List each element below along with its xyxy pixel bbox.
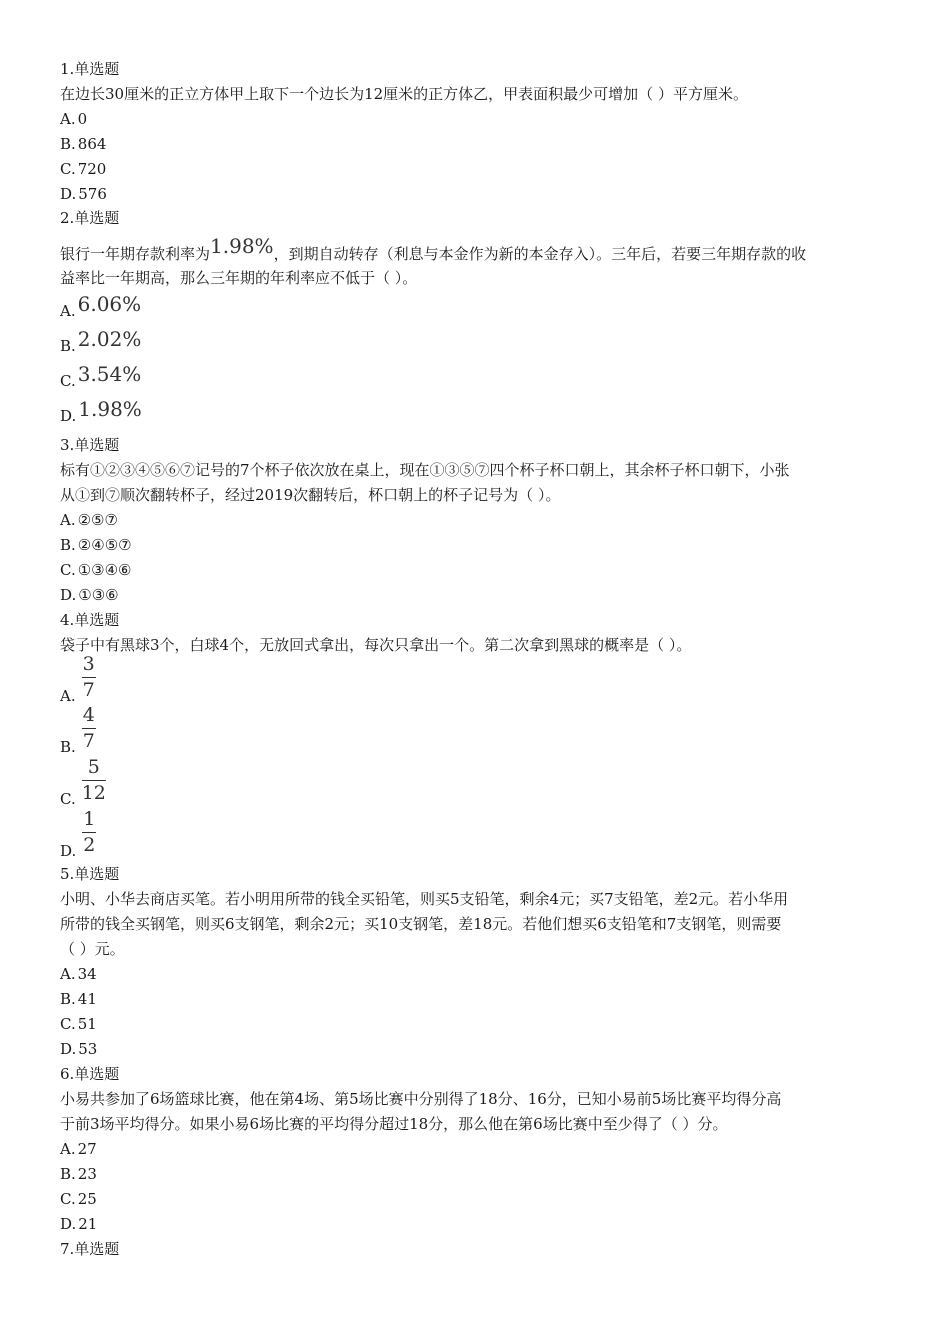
question-7-header: 7.单选题 [60, 1240, 120, 1258]
question-4-header: 4.单选题 [60, 611, 120, 629]
option-text: 27 [77, 1140, 97, 1158]
question-5-stem-line-2: 所带的钱全买钢笔，则买6支钢笔，剩余2元；买10支钢笔，差18元。若他们想买6支铅笔和7支钢笔，则需要 [60, 915, 782, 933]
option-text: 21 [78, 1215, 98, 1233]
fraction-formula [82, 705, 96, 751]
question-6-option-d[interactable] [60, 1214, 97, 1234]
option-text: 23 [77, 1165, 97, 1183]
option-label: D. [60, 407, 77, 425]
question-2-stem-line-1 [60, 234, 807, 264]
fraction-denominator: 12 [81, 782, 106, 804]
option-label: C. [60, 790, 76, 808]
option-label: C. [60, 1015, 76, 1033]
option-label: C. [60, 160, 76, 178]
question-1-option-b[interactable] [60, 134, 106, 154]
option-text: ①③⑥ [78, 586, 119, 604]
question-5-option-d[interactable] [60, 1039, 97, 1059]
question-4-option-a[interactable] [60, 653, 96, 706]
option-text: 41 [77, 990, 97, 1008]
option-text: 720 [77, 160, 107, 178]
question-6-stem-line-2: 于前3场平均得分。如果小易6场比赛的平均得分超过18分，那么他在第6场比赛中至少得了（ ）分。 [60, 1115, 728, 1133]
question-5-option-b[interactable] [60, 989, 97, 1009]
option-formula: 2.02% [77, 327, 142, 351]
fraction-bar [82, 728, 96, 729]
question-6-stem-line-1: 小易共参加了6场篮球比赛，他在第4场、第5场比赛中分别得了18分、16分，已知小易前5场比赛平均得分高 [60, 1090, 782, 1108]
fraction-formula [82, 757, 106, 803]
option-label: C. [60, 561, 76, 579]
option-label: A. [60, 965, 76, 983]
option-formula: 6.06% [77, 292, 142, 316]
question-5-stem-line-3: （ ）元。 [60, 940, 125, 958]
question-1-option-c[interactable] [60, 159, 106, 179]
question-2-option-c[interactable] [60, 362, 142, 391]
question-5-option-c[interactable] [60, 1014, 97, 1034]
fraction-denominator: 7 [82, 679, 95, 701]
fraction-bar [82, 677, 96, 678]
question-5-option-a[interactable] [60, 964, 97, 984]
option-label: B. [60, 135, 76, 153]
stem-text: 银行一年期存款利率为 [60, 245, 211, 263]
question-2-option-b[interactable] [60, 327, 142, 356]
fraction-denominator: 7 [82, 730, 95, 752]
rate-formula: 1.98% [210, 234, 274, 258]
question-1-option-d[interactable] [60, 184, 107, 204]
option-text: 51 [77, 1015, 97, 1033]
fraction-bar [82, 832, 96, 833]
question-3-option-d[interactable] [60, 585, 119, 605]
question-3-stem-line-2: 从①到⑦顺次翻转杯子，经过2019次翻转后，杯口朝上的杯子记号为（ ）。 [60, 486, 561, 504]
option-label: D. [60, 842, 77, 860]
option-label: B. [60, 738, 76, 756]
option-formula: 3.54% [77, 362, 142, 386]
question-1-header: 1.单选题 [60, 60, 120, 78]
option-text: 53 [78, 1040, 98, 1058]
question-1-option-a[interactable] [60, 109, 87, 129]
fraction-formula [82, 654, 96, 700]
option-label: D. [60, 586, 77, 604]
option-text: 576 [78, 185, 107, 203]
option-label: A. [60, 302, 76, 320]
question-2-option-d[interactable] [60, 397, 142, 426]
question-4-option-d[interactable] [60, 808, 96, 861]
question-6-option-b[interactable] [60, 1164, 97, 1184]
option-label: C. [60, 1190, 76, 1208]
question-4-option-c[interactable] [60, 756, 106, 809]
fraction-denominator: 2 [83, 834, 96, 856]
question-2-option-a[interactable] [60, 292, 142, 321]
question-3-header: 3.单选题 [60, 436, 120, 454]
fraction-formula [82, 809, 96, 855]
option-text: 0 [77, 110, 88, 128]
question-4-option-b[interactable] [60, 704, 96, 757]
question-3-option-b[interactable] [60, 535, 132, 555]
option-label: B. [60, 536, 76, 554]
option-text: ①③④⑥ [77, 561, 132, 579]
fraction-bar [82, 780, 106, 781]
question-3-option-a[interactable] [60, 510, 118, 530]
option-label: A. [60, 511, 76, 529]
option-text: 34 [77, 965, 97, 983]
question-3-option-c[interactable] [60, 560, 132, 580]
question-5-stem-line-1: 小明、小华去商店买笔。若小明用所带的钱全买铅笔，则买5支铅笔，剩余4元；买7支铅笔，差2元。若小华用 [60, 890, 789, 908]
option-label: B. [60, 1165, 76, 1183]
option-label: D. [60, 185, 77, 203]
question-2-header: 2.单选题 [60, 209, 120, 227]
stem-text: ，到期自动转存（利息与本金作为新的本金存入）。三年后，若要三年期存款的收 [273, 245, 807, 263]
question-3-stem-line-1: 标有①②③④⑤⑥⑦记号的7个杯子依次放在桌上，现在①③⑤⑦四个杯子杯口朝上，其余杯子杯口朝下，小张 [60, 461, 790, 479]
question-1-stem: 在边长30厘米的正立方体甲上取下一个边长为12厘米的正方体乙，甲表面积最少可增加（ ）平方厘米。 [60, 85, 748, 103]
option-label: A. [60, 687, 76, 705]
option-label: C. [60, 372, 76, 390]
option-formula: 1.98% [78, 397, 142, 421]
option-label: D. [60, 1215, 77, 1233]
option-label: B. [60, 990, 76, 1008]
option-text: ②④⑤⑦ [77, 536, 132, 554]
question-6-header: 6.单选题 [60, 1065, 120, 1083]
question-6-option-c[interactable] [60, 1189, 97, 1209]
fraction-numerator: 1 [83, 808, 96, 830]
option-label: B. [60, 337, 76, 355]
question-6-option-a[interactable] [60, 1139, 97, 1159]
option-text: 864 [77, 135, 107, 153]
question-5-header: 5.单选题 [60, 865, 120, 883]
option-label: A. [60, 1140, 76, 1158]
fraction-numerator: 4 [82, 704, 95, 726]
option-text: 25 [77, 1190, 97, 1208]
question-2-stem-line-2: 益率比一年期高，那么三年期的年利率应不低于（ ）。 [60, 269, 418, 287]
fraction-numerator: 3 [82, 653, 95, 675]
fraction-numerator: 5 [87, 756, 100, 778]
question-4-stem: 袋子中有黑球3个，白球4个，无放回式拿出，每次只拿出一个。第二次拿到黑球的概率是（ ）。 [60, 636, 692, 654]
option-label: D. [60, 1040, 77, 1058]
option-text: ②⑤⑦ [77, 511, 118, 529]
option-label: A. [60, 110, 76, 128]
